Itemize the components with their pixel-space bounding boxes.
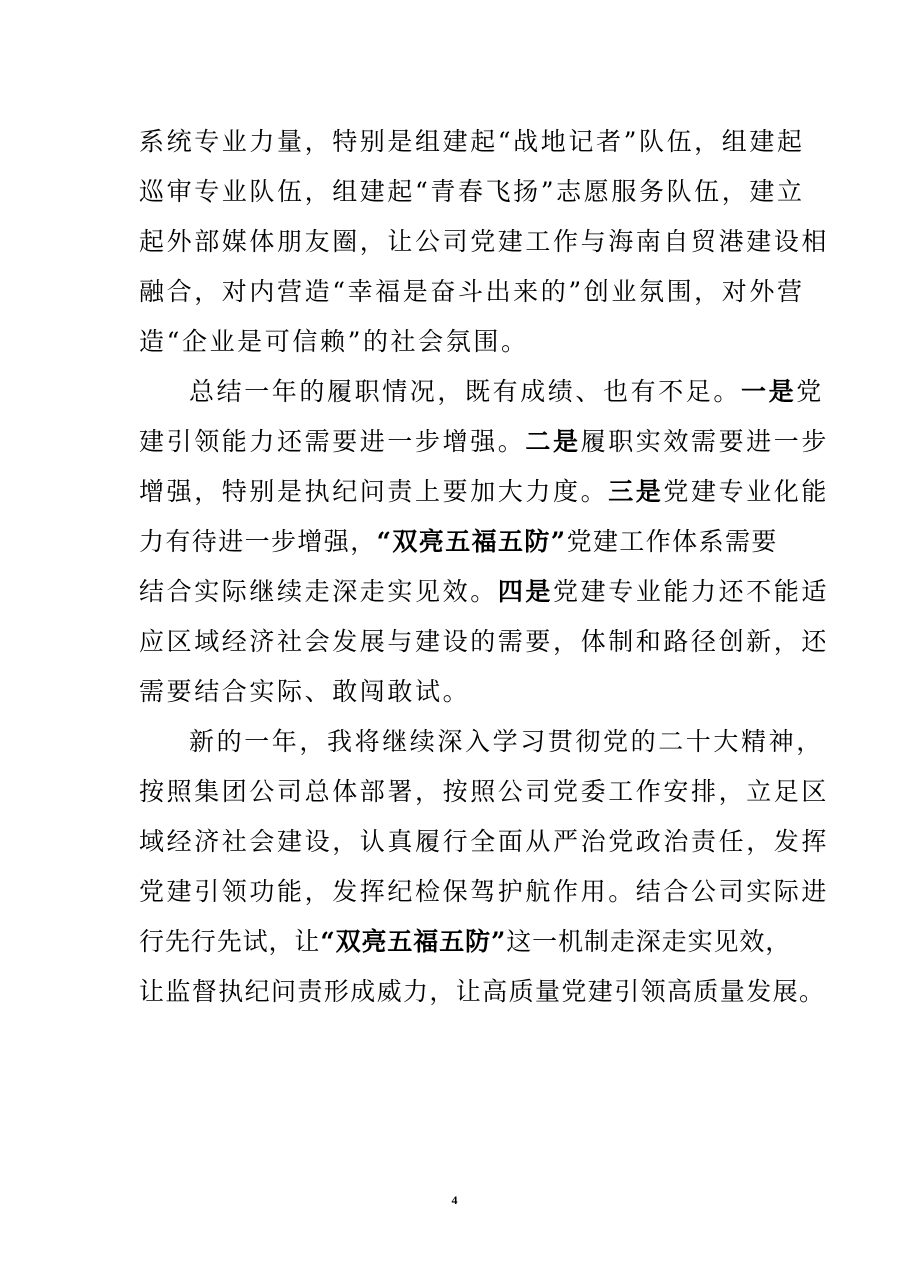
paragraph-2-line-5-text: 结合实际继续走深走实见效。 bbox=[139, 577, 498, 606]
paragraph-2-line-3-tail: 党建专业化能 bbox=[663, 477, 830, 506]
page-number: 4 bbox=[451, 1193, 458, 1207]
paragraph-2-line-2-tail: 履职实效需要进一步 bbox=[580, 427, 830, 456]
paragraph-3-line-5-tail: 这一机制走深走实见效， bbox=[506, 927, 792, 956]
paragraph-2-line-1 bbox=[189, 372, 824, 412]
paragraph-2-line-5 bbox=[139, 572, 830, 612]
paragraph-1-line-3: 起外部媒体朋友圈，让公司党建工作与海南自贸港建设相 bbox=[139, 227, 830, 256]
paragraph-2-line-4 bbox=[139, 522, 799, 562]
paragraph-3-line-3: 域经济社会建设，认真履行全面从严治党政治责任，发挥 bbox=[139, 827, 830, 856]
paragraph-1-line-1: 系统专业力量，特别是组建起“战地记者”队伍，组建起 bbox=[139, 127, 805, 156]
paragraph-2-line-1-text: 总结一年的履职情况，既有成绩、也有不足。 bbox=[189, 377, 742, 406]
paragraph-1-line-5: 造“企业是可信赖”的社会氛围。 bbox=[139, 327, 529, 356]
paragraph-3-line-6: 让监督执纪问责形成威力，让高质量党建引领高质量发展。 bbox=[139, 977, 826, 1006]
paragraph-2-line-5-tail: 党建专业能力还不能适 bbox=[553, 577, 830, 606]
paragraph-3-line-5-text: 行先行先试，让 bbox=[139, 927, 321, 956]
paragraph-3-line-1: 新的一年，我将继续深入学习贯彻党的二十大精神， bbox=[189, 727, 824, 756]
paragraph-3-highlight-shuangliang: “双亮五福五防” bbox=[320, 927, 507, 956]
paragraph-2-line-4-text: 力有待进一步增强， bbox=[139, 527, 377, 556]
paragraph-3-line-2: 按照集团公司总体部署，按照公司党委工作安排，立足区 bbox=[139, 777, 830, 806]
paragraph-2-line-2-text: 建引领能力还需要进一步增强。 bbox=[139, 427, 526, 456]
paragraph-2-keyword-4: 四是 bbox=[497, 577, 554, 606]
paragraph-2-keyword-1: 一是 bbox=[741, 377, 797, 406]
paragraph-2-line-4-tail: 党建工作体系需要 bbox=[566, 527, 778, 556]
paragraph-3-line-4: 党建引领功能，发挥纪检保驾护航作用。结合公司实际进 bbox=[139, 877, 830, 906]
paragraph-2-highlight-shuangliang: “双亮五福五防” bbox=[376, 527, 567, 556]
paragraph-1-line-4: 融合，对内营造“幸福是奋斗出来的”创业氛围，对外营 bbox=[139, 277, 805, 306]
paragraph-3-line-5 bbox=[139, 922, 799, 962]
paragraph-2-line-7: 需要结合实际、敢闯敢试。 bbox=[139, 677, 471, 706]
paragraph-2-line-6: 应区域经济社会发展与建设的需要，体制和路径创新，还 bbox=[139, 627, 830, 656]
paragraph-2-line-3-text: 增强，特别是执纪问责上要加大力度。 bbox=[139, 477, 609, 506]
paragraph-2-line-1-tail: 党 bbox=[796, 377, 824, 406]
paragraph-1-line-2: 巡审专业队伍，组建起“青春飞扬”志愿服务队伍，建立 bbox=[139, 177, 805, 206]
paragraph-2-keyword-2: 二是 bbox=[525, 427, 581, 456]
paragraph-2-line-2 bbox=[139, 422, 830, 462]
paragraph-2-keyword-3: 三是 bbox=[608, 477, 664, 506]
paragraph-2-line-3 bbox=[139, 472, 830, 512]
